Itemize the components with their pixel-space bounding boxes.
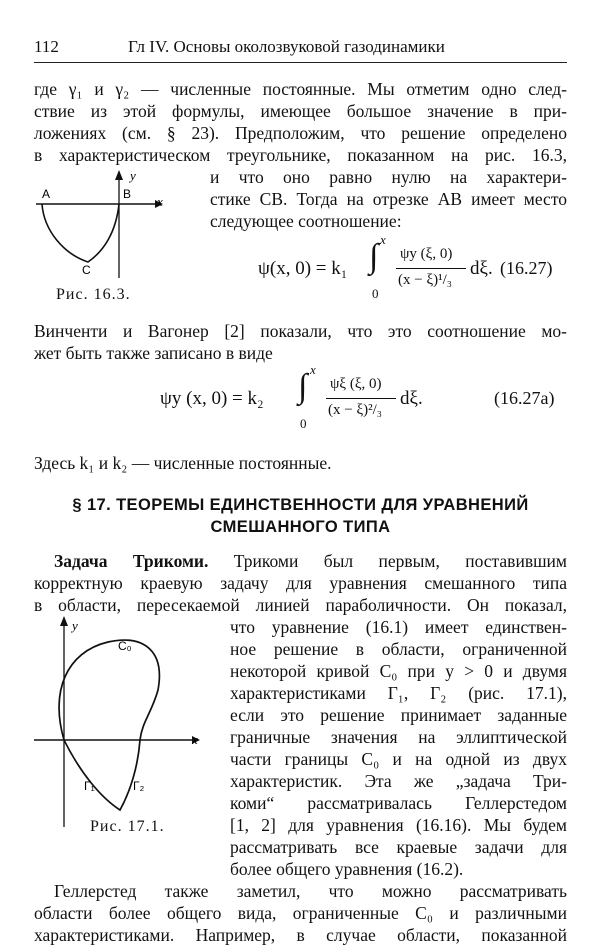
para4-line-2: корректную краевую задачу для уравнения смешанного типа xyxy=(34,573,567,593)
eq1627a-integral: ∫ xyxy=(298,368,308,405)
para4-line-7: характеристиками Γ₁, Γ₂ (рис. 17.1), xyxy=(230,683,567,703)
fig163-y-arrow xyxy=(115,170,123,180)
para5-line-3: характеристиками. Например, в случае области, показанной xyxy=(34,925,567,945)
fig171-label-y: y xyxy=(72,618,78,633)
para5-line-2: области более общего вида, ограниченные C₀ и различными xyxy=(34,903,567,923)
para4-line-6: некоторой кривой C₀ при y > 0 и двумя xyxy=(230,661,567,681)
para3: Здесь k₁ и k₂ — численные постоянные. xyxy=(34,453,332,473)
para4-line-10: части границы C₀ и на одной из двух xyxy=(230,749,567,769)
para4-line-5: ное решение в области, ограниченной xyxy=(230,639,567,659)
para4-line-1-text: Трикоми был первым, поставившим xyxy=(208,551,567,571)
para4-line-13: [1, 2] для уравнения (16.16). Мы будем xyxy=(230,815,567,835)
fig163-label-A: A xyxy=(42,187,51,201)
eq1627-lhs: ψ(x, 0) = k₁ xyxy=(258,258,348,279)
fig171-characteristics xyxy=(64,740,140,810)
para1-line-7: следующее соотношение: xyxy=(210,211,402,231)
eq1627a-denominator: (x − ξ)²/₃ xyxy=(328,402,383,418)
eq1627-integral: ∫ xyxy=(369,238,379,275)
fig163-caption: Рис. 16.3. xyxy=(56,286,131,303)
para4-line-11: характеристик. Эта же „задача Три- xyxy=(230,771,567,791)
para4-line-12: коми“ рассматривалась Геллерстедом xyxy=(230,793,567,813)
para1-line-2: ствие из этой формулы, имеющее большое значение в при- xyxy=(34,101,567,121)
eq1627-denominator: (x − ξ)¹/₃ xyxy=(398,272,453,288)
para5-line-1: Геллерстед также заметил, что можно рассматривать xyxy=(54,881,567,901)
para4-line-8: если это решение принимает заданные xyxy=(230,705,567,725)
fig171-y-arrow xyxy=(60,616,68,626)
para2-line-2: жет быть также записано в виде xyxy=(34,343,273,363)
eq1627a-number: (16.27a) xyxy=(494,388,555,408)
para2-line-1: Винченти и Вагонер [2] показали, что это соотношение мо- xyxy=(34,321,567,341)
fig171-label-G1: Γ₁ xyxy=(84,779,95,793)
fig171-label-G2: Γ₂ xyxy=(133,779,145,793)
para1-line-6: стике CB. Тогда на отрезке AB имеет место xyxy=(210,189,567,209)
eq1627a-upper: x xyxy=(310,362,316,377)
fig171-caption: Рис. 17.1. xyxy=(90,818,165,835)
figure-16-3 xyxy=(30,166,170,286)
eq1627-tail: dξ. xyxy=(470,258,493,279)
para4-line-1 xyxy=(54,550,567,572)
para4-line-14: рассматривать все краевые задачи для xyxy=(230,837,567,857)
header-rule xyxy=(34,62,567,63)
para1-line-1: где γ₁ и γ₂ — численные постоянные. Мы отметим одно след- xyxy=(34,79,567,99)
section-heading-line-2: СМЕШАННОГО ТИПА xyxy=(210,518,391,536)
fig171-label-C0: C₀ xyxy=(118,639,132,653)
eq1627-fraction-bar xyxy=(396,268,466,269)
figure-17-1 xyxy=(30,612,210,832)
fig171-label-x: x xyxy=(192,732,198,747)
eq1627-number: (16.27) xyxy=(500,258,553,278)
eq1627a-lhs: ψy (x, 0) = k₂ xyxy=(160,388,264,409)
eq1627-lower: 0 xyxy=(372,286,379,301)
para1-line-5: и что оно равно нулю на характери- xyxy=(210,167,567,187)
eq1627a-lower: 0 xyxy=(300,416,307,431)
eq1627a-fraction-bar xyxy=(326,398,396,399)
para4-lead: Задача Трикоми. xyxy=(54,551,209,571)
eq1627a-numerator: ψξ (ξ, 0) xyxy=(330,376,382,392)
fig163-label-B: B xyxy=(123,187,132,201)
para1-line-4: в характеристическом треугольнике, показанном на рис. 16.3, xyxy=(34,145,567,165)
eq1627-upper: x xyxy=(380,232,386,247)
fig171-curve-C0 xyxy=(59,640,159,740)
para4-line-9: граничные значения на эллиптической xyxy=(230,727,567,747)
eq1627-numerator: ψy (ξ, 0) xyxy=(400,246,453,262)
para4-line-4: что уравнение (16.1) имеет единствен- xyxy=(230,617,567,637)
page-number: 112 xyxy=(34,37,59,56)
fig163-label-y: y xyxy=(130,168,136,183)
para4-line-15: более общего уравнения (16.2). xyxy=(230,859,464,879)
para4-line-3: в области, пересекаемой линией параболичности. Он показал, xyxy=(34,595,567,615)
fig163-triangle xyxy=(42,204,119,262)
fig163-label-x: x xyxy=(157,194,163,209)
section-heading-line-1: § 17. ТЕОРЕМЫ ЕДИНСТВЕННОСТИ ДЛЯ УРАВНЕНИЙ xyxy=(72,496,529,514)
para1-line-3: ложениях (см. § 23). Предположим, что решение определено xyxy=(34,123,567,143)
fig163-label-C: C xyxy=(82,263,91,277)
eq1627a-tail: dξ. xyxy=(400,388,423,409)
running-title: Гл IV. Основы околозвуковой газодинамики xyxy=(128,37,445,56)
